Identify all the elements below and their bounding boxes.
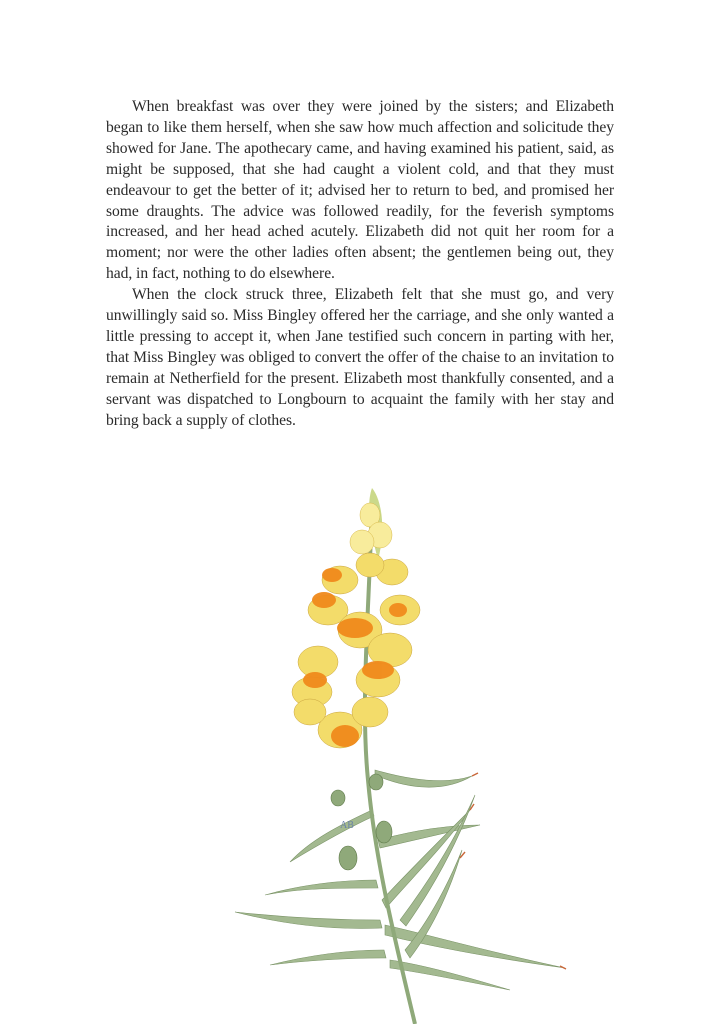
leaf	[235, 912, 382, 928]
paragraph-1: When breakfast was over they were joined by the sisters; and Elizabeth began to like them herself, when she saw how much affection and solicitude they showed for Jane. The apothecary came, and having examined his patient, said, as might be supposed, that she had caught a violent cold, and that they must endeavour to get the better of it; advised her to return to bed, and promised her some draughts. The advice was followed readily, for the feverish symptoms increased, and her head ached acutely. Elizabeth did not quit her room for a moment; nor were the other ladies often absent; the gentlemen being out, they had, in fact, nothing to do elsewhere.	[106, 98, 614, 283]
leaf	[270, 950, 386, 965]
leaf	[290, 810, 374, 862]
flower-spike	[292, 488, 420, 748]
toadflax-illustration	[200, 480, 600, 1024]
paragraph-2: When the clock struck three, Elizabeth felt that she must go, and very unwillingly said so. Miss Bingley offered her the carriage, and she only wanted a little pressing to accept it, when Jane testified such concern in parting with her, that Miss Bingley was obliged to convert the offer of the chaise to an invitation to remain at Netherfield for the present. Elizabeth most thankfully consented, and a servant was dispatched to Longbourn to acquaint the family with her stay and bring back a supply of clothes.	[106, 286, 614, 429]
flower-painting	[200, 480, 600, 1024]
leaf	[378, 825, 480, 848]
leaf	[265, 880, 378, 895]
body-text	[106, 97, 614, 432]
artist-monogram: AB	[340, 820, 354, 831]
leaf	[375, 770, 472, 787]
leaf	[390, 960, 510, 990]
leaf-tips	[460, 773, 566, 969]
